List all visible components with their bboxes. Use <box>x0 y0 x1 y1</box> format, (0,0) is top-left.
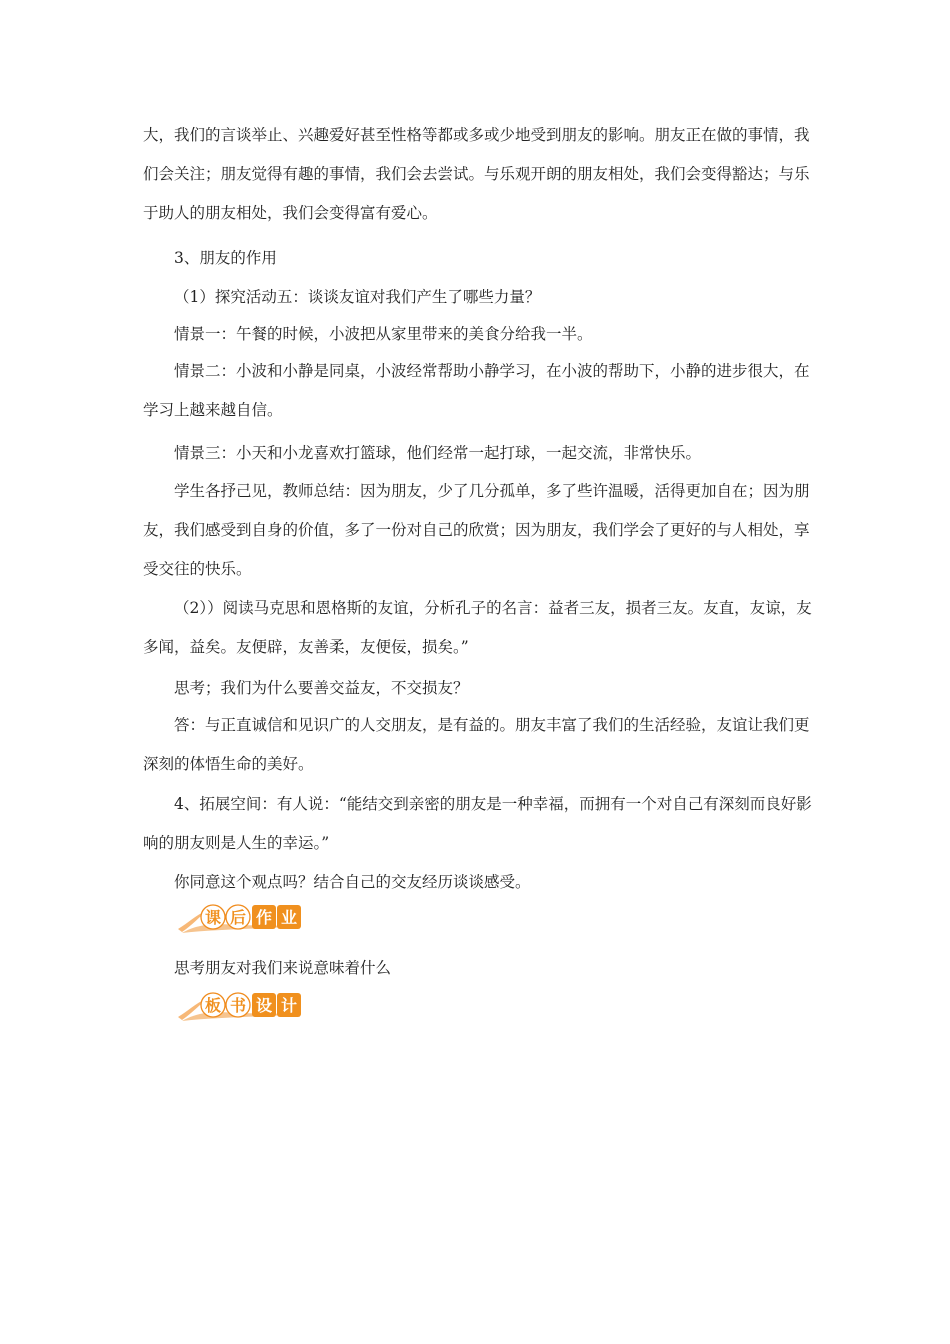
paragraph-friend-influence: 大，我们的言谈举止、兴趣爱好甚至性格等都或多或少地受到朋友的影响。朋友正在做的事情，我们会关注；朋友觉得有趣的事情，我们会去尝试。与乐观开朗的朋友相处，我们会变得豁达；与乐于助人的朋友相处，我们会变得富有爱心。 <box>143 126 810 222</box>
activity-five-question: （1）探究活动五：谈谈友谊对我们产生了哪些力量？ <box>174 288 541 306</box>
homework-char-1: 课 <box>204 908 222 927</box>
homework-heading-badge <box>176 899 306 939</box>
board-char-2: 书 <box>229 996 247 1015</box>
section-heading-friend-role: 3、朋友的作用 <box>174 249 277 267</box>
scenario-three: 情景三：小天和小龙喜欢打篮球，他们经常一起打球，一起交流，非常快乐。 <box>174 444 702 462</box>
board-design-badge-graphic <box>176 987 306 1027</box>
homework-assignment: 思考朋友对我们来说意味着什么 <box>174 959 392 977</box>
thinking-question: 思考；我们为什么要善交益友，不交损友？ <box>174 679 469 697</box>
scenario-one: 情景一：午餐的时候，小波把从家里带来的美食分给我一半。 <box>174 325 593 343</box>
discussion-prompt: 你同意这个观点吗？结合自己的交友经历谈谈感受。 <box>174 873 531 891</box>
homework-char-2: 后 <box>229 908 247 927</box>
confucius-quote-analysis: （2））阅读马克思和恩格斯的友谊，分析孔子的名言：益者三友，损者三友。友直，友谅，友多闻，益矣。友便辟，友善柔，友便佞，损矣。” <box>143 599 812 656</box>
answer: 答：与正直诚信和见识广的人交朋友，是有益的。朋友丰富了我们的生活经验，友谊让我们更深刻的体悟生命的美好。 <box>143 716 810 773</box>
homework-char-3: 作 <box>255 908 273 927</box>
scenario-two: 情景二：小波和小静是同桌，小波经常帮助小静学习，在小波的帮助下，小静的进步很大，在学习上越来越自信。 <box>143 362 810 419</box>
extension-space: 4、拓展空间：有人说：“能结交到亲密的朋友是一种幸福，而拥有一个对自己有深刻而良好影响的朋友则是人生的幸运。” <box>143 795 812 852</box>
board-char-3: 设 <box>255 996 273 1015</box>
homework-badge-graphic <box>176 899 306 939</box>
board-design-heading-badge <box>176 987 306 1027</box>
board-char-4: 计 <box>280 996 298 1015</box>
teacher-summary: 学生各抒己见，教师总结：因为朋友，少了几分孤单，多了些许温暖，活得更加自在；因为朋友，我们感受到自身的价值，多了一份对自己的欣赏；因为朋友，我们学会了更好的与人相处，享受交往的快乐。 <box>143 482 810 578</box>
board-char-1: 板 <box>204 996 222 1015</box>
homework-char-4: 业 <box>280 908 298 927</box>
